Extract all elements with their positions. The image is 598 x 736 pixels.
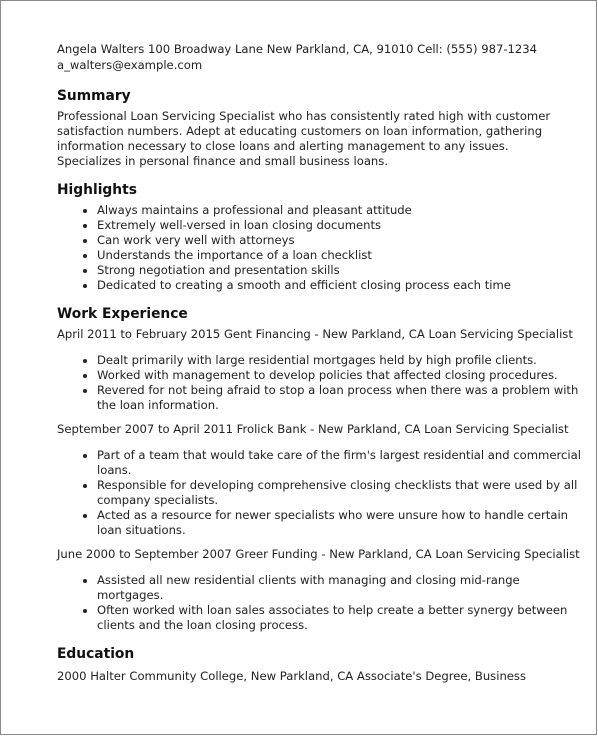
job-header: April 2011 to February 2015 Gent Financing - New Parkland, CA Loan Servicing Specialist [57,327,573,341]
list-item: • Part of a team that would take care of the firm's largest residential and commercial loans. [97,448,588,478]
contact-line: Angela Walters 100 Broadway Lane New Parkland, CA, 91010 Cell: (555) 987-1234 [57,42,538,56]
list-item: • Extremely well-versed in loan closing documents [97,218,588,233]
list-item: • Responsible for developing comprehensive closing checklists that were used by all company specialists. [97,478,588,508]
job-bullets [57,353,588,413]
education-heading: Education [57,646,135,662]
list-item: • Can work very well with attorneys [97,233,588,248]
job-bullets [57,448,588,538]
job-bullets [57,573,588,633]
list-item: • Acted as a resource for newer specialists who were unsure how to handle certain loan situations. [97,508,588,538]
list-item: • Revered for not being afraid to stop a loan process when there was a problem with the loan information. [97,383,588,413]
list-item: • Always maintains a professional and pleasant attitude [97,203,588,218]
summary-heading: Summary [57,88,131,104]
list-item: • Dedicated to creating a smooth and efficient closing process each time [97,278,588,293]
list-item: • Understands the importance of a loan checklist [97,248,588,263]
contact-email: a_walters@example.com [57,58,203,72]
highlights-heading: Highlights [57,182,137,198]
list-item: • Strong negotiation and presentation skills [97,263,588,278]
highlights-list [57,203,588,293]
list-item: • Dealt primarily with large residential mortgages held by high profile clients. [97,353,588,368]
summary-text: Professional Loan Servicing Specialist who has consistently rated high with customer satisfaction numbers. Adept at educating customers on loan information, gathering information necessary to close loans and alerting management to any issues. Specializes in personal finance and small business loans. [57,109,551,168]
list-item: • Often worked with loan sales associates to help create a better synergy between clients and the loan closing process. [97,603,588,633]
experience-heading: Work Experience [57,306,188,322]
job-header: September 2007 to April 2011 Frolick Bank - New Parkland, CA Loan Servicing Specialist [57,422,569,436]
job-header: June 2000 to September 2007 Greer Funding - New Parkland, CA Loan Servicing Specialist [57,547,580,561]
list-item: • Worked with management to develop policies that affected closing procedures. [97,368,588,383]
contact-block [57,41,588,73]
list-item: • Assisted all new residential clients with managing and closing mid-range mortgages. [97,573,588,603]
education-entry: 2000 Halter Community College, New Parkland, CA Associate's Degree, Business [57,669,527,683]
